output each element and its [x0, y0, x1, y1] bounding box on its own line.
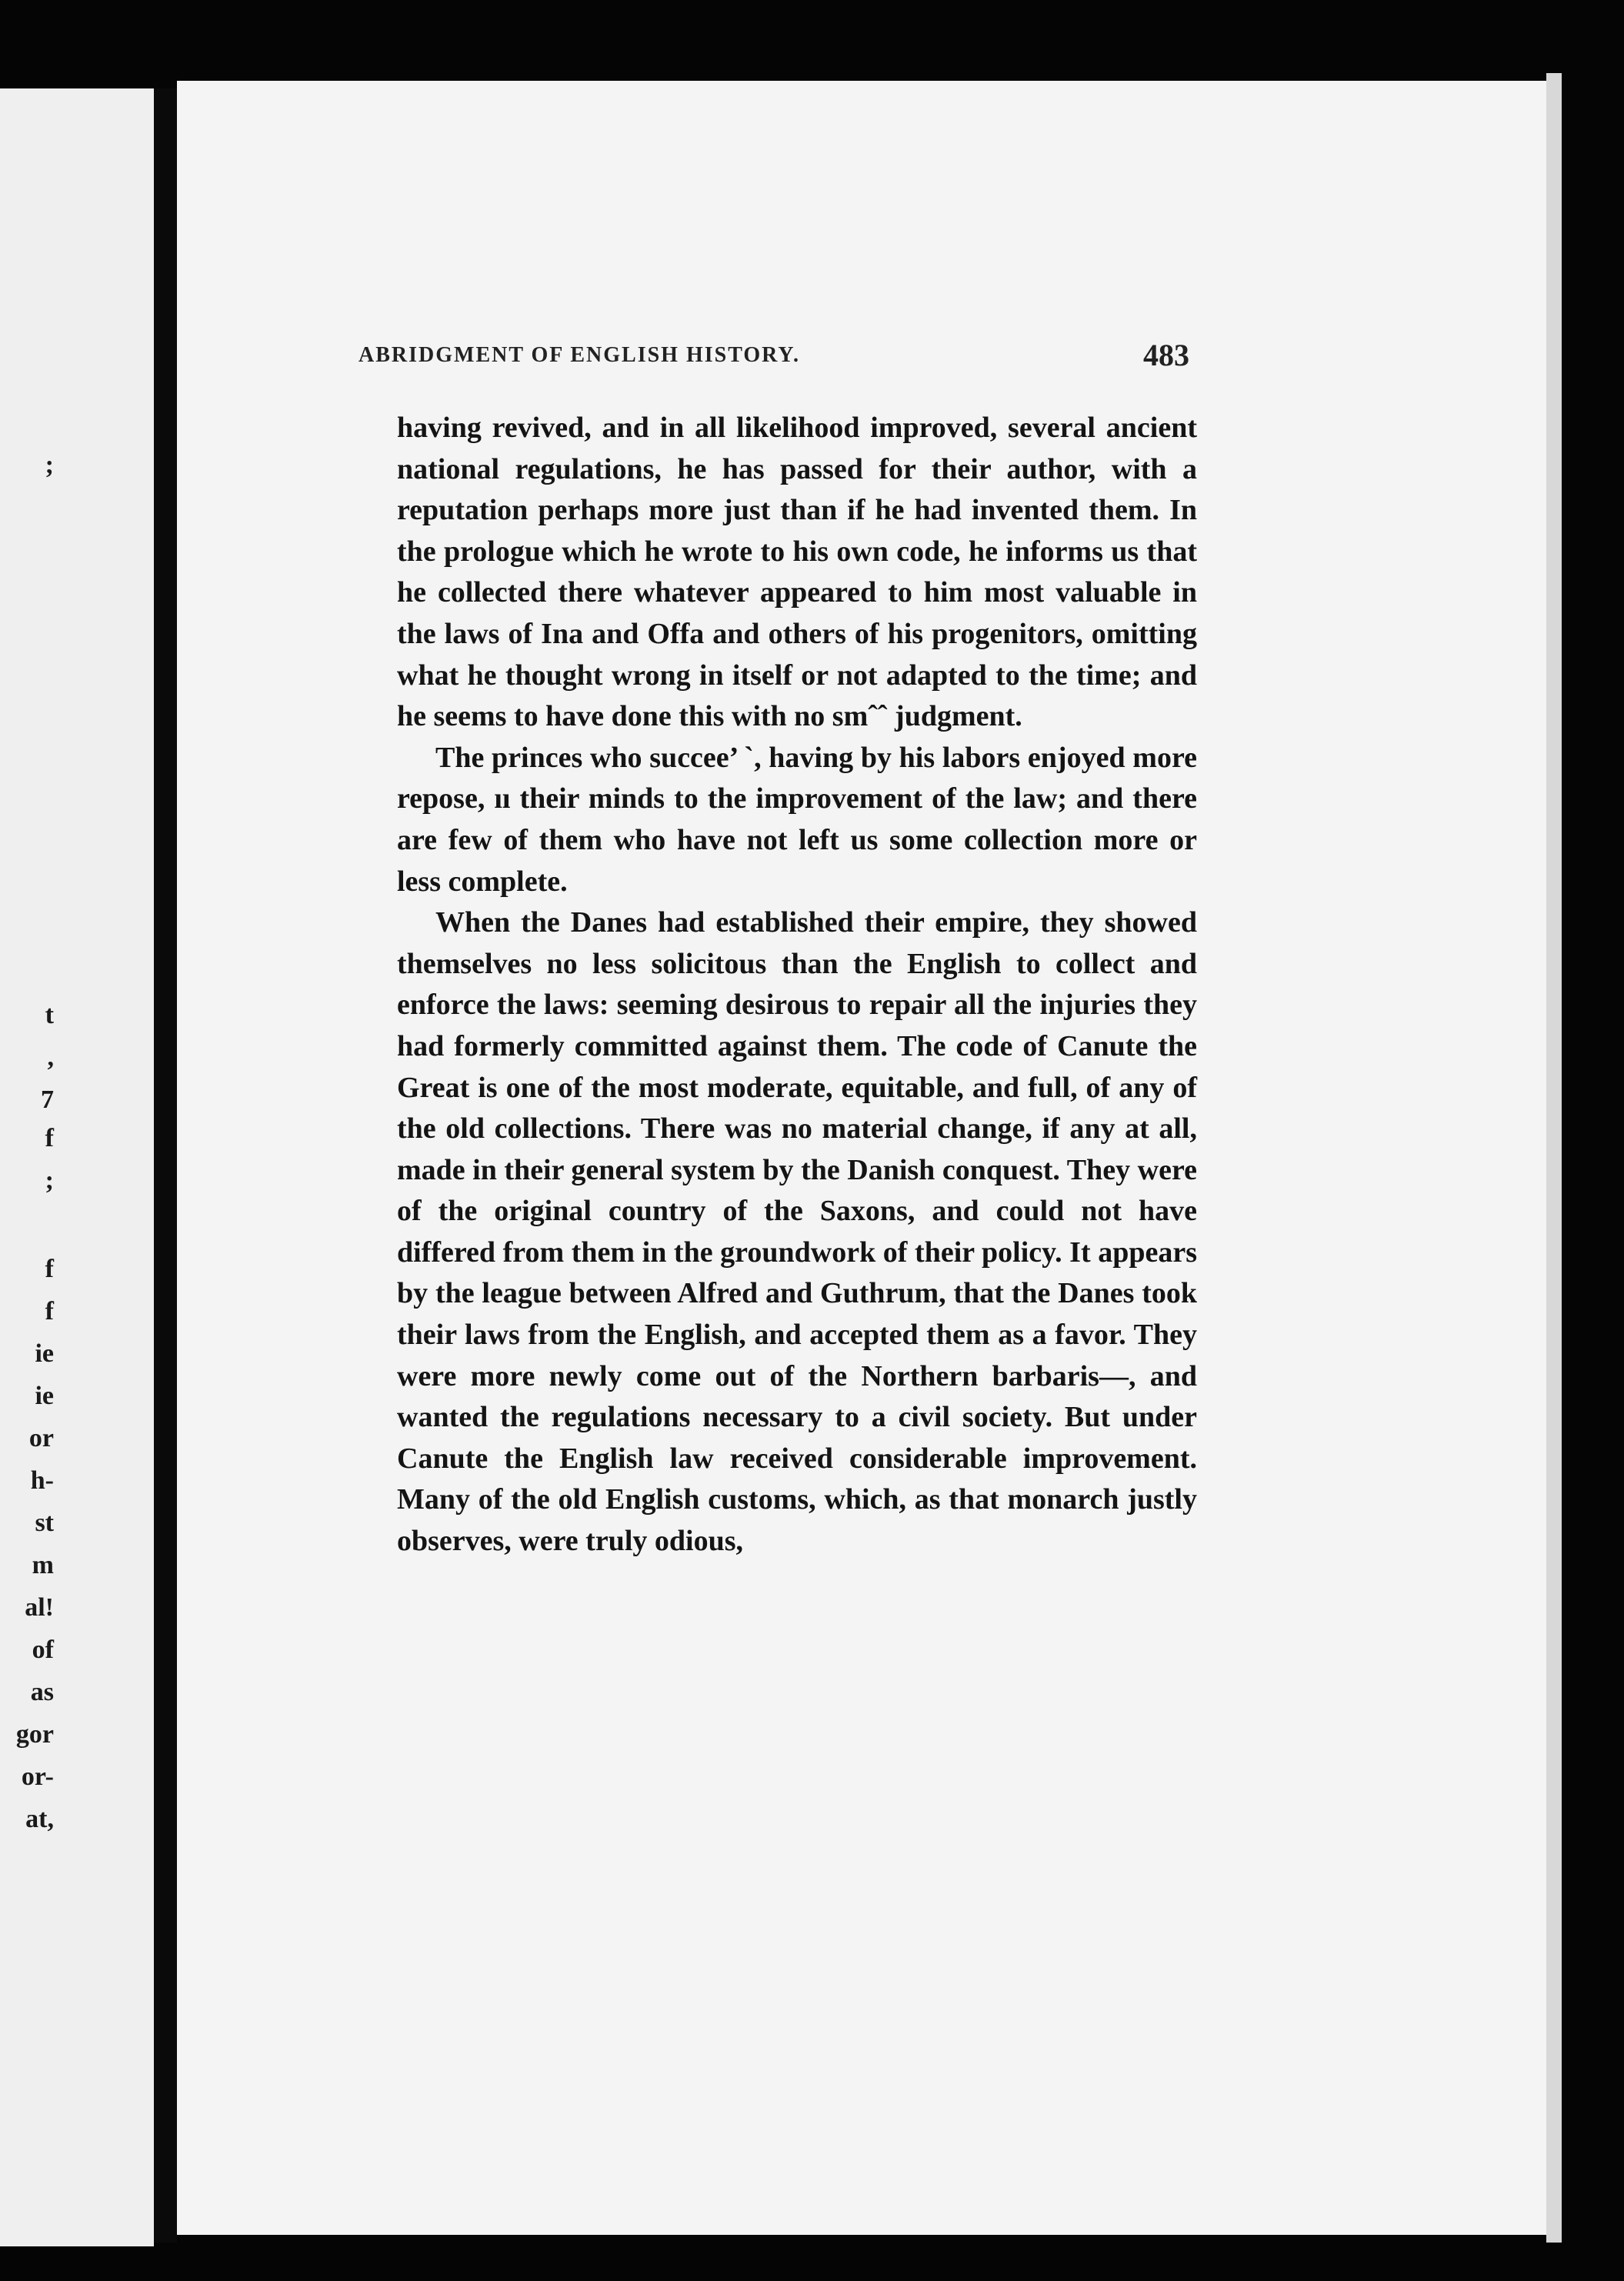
margin-fragment: ;: [45, 451, 54, 479]
margin-fragment: al!: [25, 1593, 54, 1622]
running-head: ABRIDGMENT OF ENGLISH HISTORY.: [358, 343, 801, 367]
page-edge: [1546, 73, 1562, 2243]
margin-fragment: f: [45, 1255, 54, 1283]
margin-fragment: gor: [15, 1720, 54, 1749]
page-header: [358, 337, 1189, 383]
margin-fragment: h-: [30, 1466, 54, 1495]
margin-fragment: f: [45, 1124, 54, 1152]
margin-fragment: st: [35, 1509, 54, 1537]
margin-fragment: 7: [41, 1085, 54, 1114]
margin-fragment: ,: [47, 1043, 54, 1072]
paragraph: When the Danes had established their empire, they showed themselves no less solicitous than the English to collect and enforce the laws: seeming desirous to repair all the injuries they had formerly committed against them. The code of Canute the Great is one of the most moderate, equitable, and full, of any of the old collections. There was no material change, if any at all, made in their general system by the Danish conquest. They were of the original country of the Saxons, and could not have differed from them in the groundwork of their policy. It appears by the league between Alfred and Guthrum, that the Danes took their laws from the English, and accepted them as a favor. They were more newly come out of the Northern barbaris—, and wanted the regulations necessary to a civil society. But under Canute the English law received considerable improvement. Many of the old English customs, which, as that monarch justly observes, were truly odious,: [397, 906, 1197, 1558]
paragraph: having revived, and in all likelihood improved, several ancient national regulations, he has passed for their author, with a reputation perhaps more just than if he had invented them. In the prologue which he wrote to his own code, he informs us that he collected there whatever appeared to him most valuable in the laws of Ina and Offa and others of his progenitors, omitting what he thought wrong in itself or not adapted to the time; and he seems to have done this with no smˆˆ judgment.: [397, 412, 1197, 733]
margin-fragment: ie: [35, 1339, 54, 1368]
body-text: [397, 408, 1197, 1562]
book-gutter: [154, 88, 177, 2243]
margin-fragment: of: [32, 1636, 54, 1664]
margin-fragment: or: [28, 1424, 54, 1452]
margin-fragment: at,: [25, 1805, 54, 1833]
margin-fragment: f: [45, 1297, 54, 1326]
margin-fragment: or-: [21, 1762, 54, 1791]
margin-fragment: ;: [45, 1166, 54, 1195]
facing-page: [0, 88, 154, 2246]
page-number: 483: [1143, 338, 1189, 372]
margin-fragment: ie: [35, 1382, 54, 1410]
margin-fragment: as: [30, 1678, 54, 1706]
margin-fragment: t: [45, 1001, 54, 1029]
margin-fragment: m: [32, 1551, 54, 1579]
facing-page-text-fragments: [0, 88, 154, 2246]
paragraph: The princes who succee’ ˋ, having by his labors enjoyed more repose, ıı their minds to the improvement of the law; and there are few of them who have not left us some collection more or less complete.: [397, 741, 1197, 898]
